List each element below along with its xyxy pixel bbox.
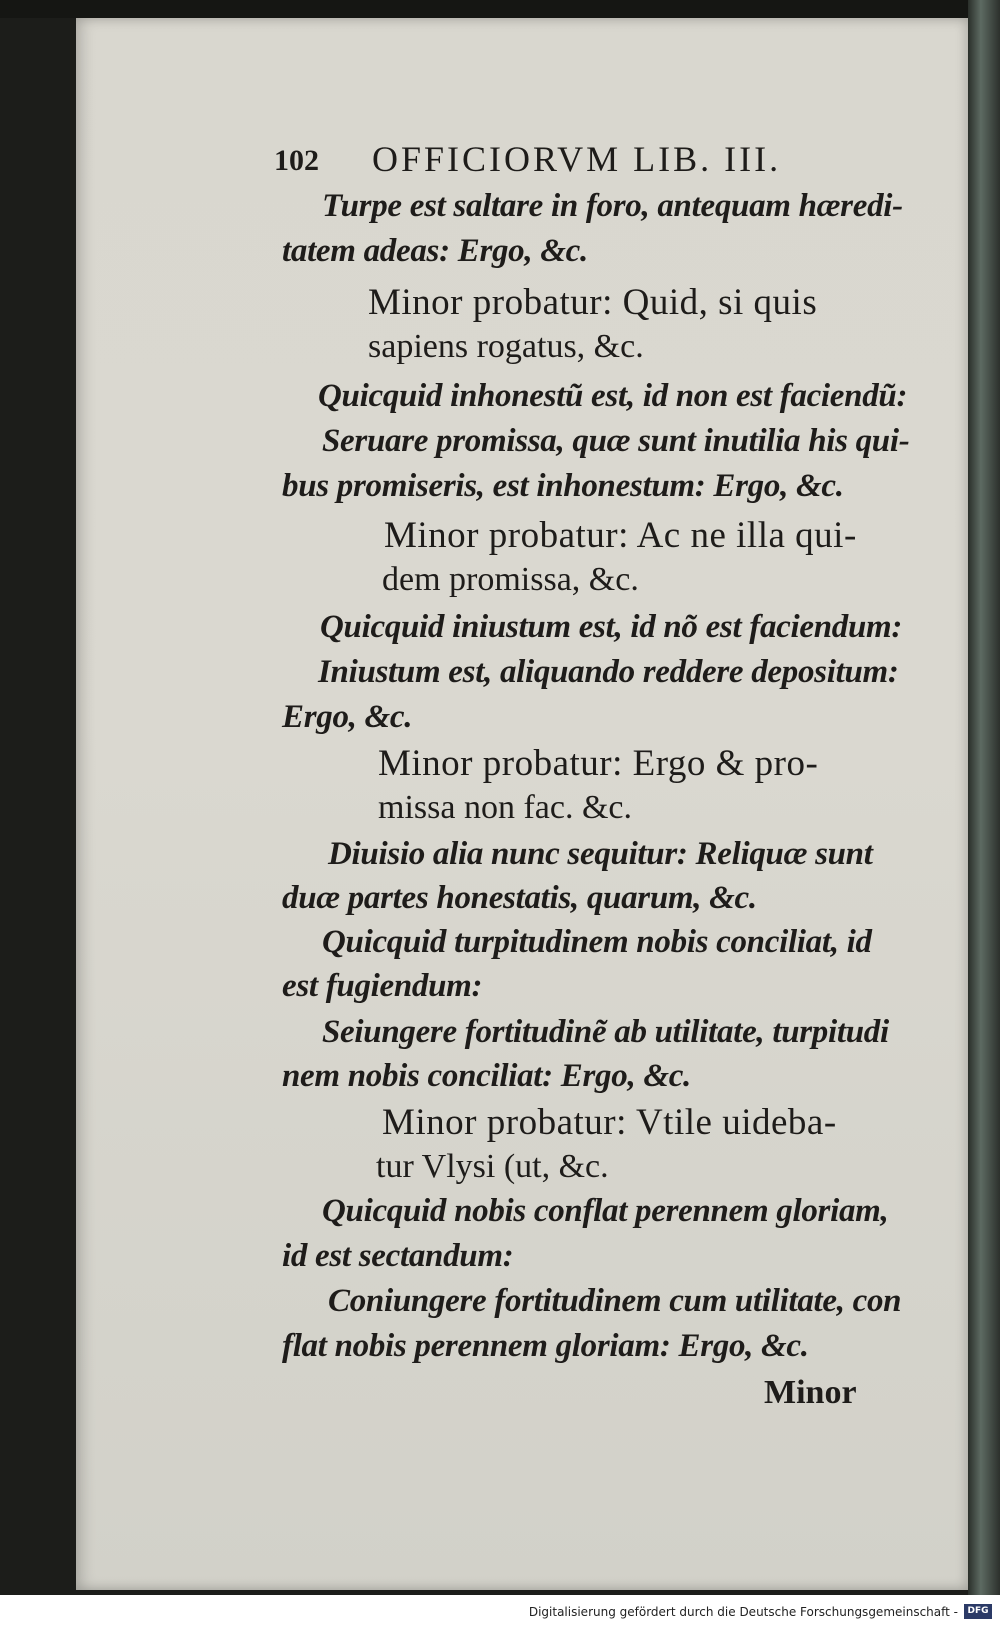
text-line: Quicquid inhonestũ est, id non est faciendũ: [318, 378, 908, 414]
text-line: Seiungere fortitudinẽ ab utilitate, turpitudi [322, 1014, 889, 1050]
footer-credit: Digitalisierung gefördert durch die Deutsche Forschungsgemeinschaft - [528, 1605, 958, 1619]
book-page [76, 18, 968, 1590]
text-line: flat nobis perennem gloriam: Ergo, &c. [282, 1328, 809, 1364]
dfg-logo: DFG [964, 1604, 992, 1619]
text-line: duæ partes honestatis, quarum, &c. [282, 880, 757, 916]
text-line: est fugiendum: [282, 968, 483, 1004]
text-line: Minor probatur: Vtile uideba- [382, 1102, 837, 1143]
text-line: tatem adeas: Ergo, &c. [282, 233, 588, 269]
text-line: missa non fac. &c. [378, 789, 632, 826]
text-line: Iniustum est, aliquando reddere depositum: [318, 654, 899, 690]
running-title: OFFICIORVM LIB. III. [372, 139, 782, 179]
text-line: Seruare promissa, quæ sunt inutilia his qui- [322, 423, 910, 459]
book-spine-edge [968, 0, 1000, 1595]
text-line: Quicquid iniustum est, id nõ est faciendum: [320, 609, 903, 645]
text-line: Minor probatur: Quid, si quis [368, 282, 818, 323]
text-line: Turpe est saltare in foro, antequam hæredi- [322, 188, 903, 224]
text-line: Minor probatur: Ergo & pro- [378, 743, 819, 784]
text-line: sapiens rogatus, &c. [368, 328, 644, 365]
text-line: Ergo, &c. [282, 699, 413, 735]
text-line: Quicquid turpitudinem nobis conciliat, id [322, 924, 872, 960]
text-line: Quicquid nobis conflat perennem gloriam, [322, 1193, 889, 1229]
page-number: 102 [274, 144, 319, 177]
text-line: tur Vlysi (ut, &c. [376, 1148, 609, 1185]
scan-top-edge [0, 0, 1000, 18]
digitization-footer [0, 1595, 1000, 1633]
text-line: Minor probatur: Ac ne illa qui- [384, 515, 857, 556]
text-line: nem nobis conciliat: Ergo, &c. [282, 1058, 692, 1094]
text-line: dem promissa, &c. [382, 561, 639, 598]
catchword: Minor [764, 1374, 857, 1411]
text-line: bus promiseris, est inhonestum: Ergo, &c. [282, 468, 844, 504]
text-line: Diuisio alia nunc sequitur: Reliquæ sunt [328, 836, 873, 872]
text-line: Coniungere fortitudinem cum utilitate, con [328, 1283, 902, 1319]
text-line: id est sectandum: [282, 1238, 514, 1274]
